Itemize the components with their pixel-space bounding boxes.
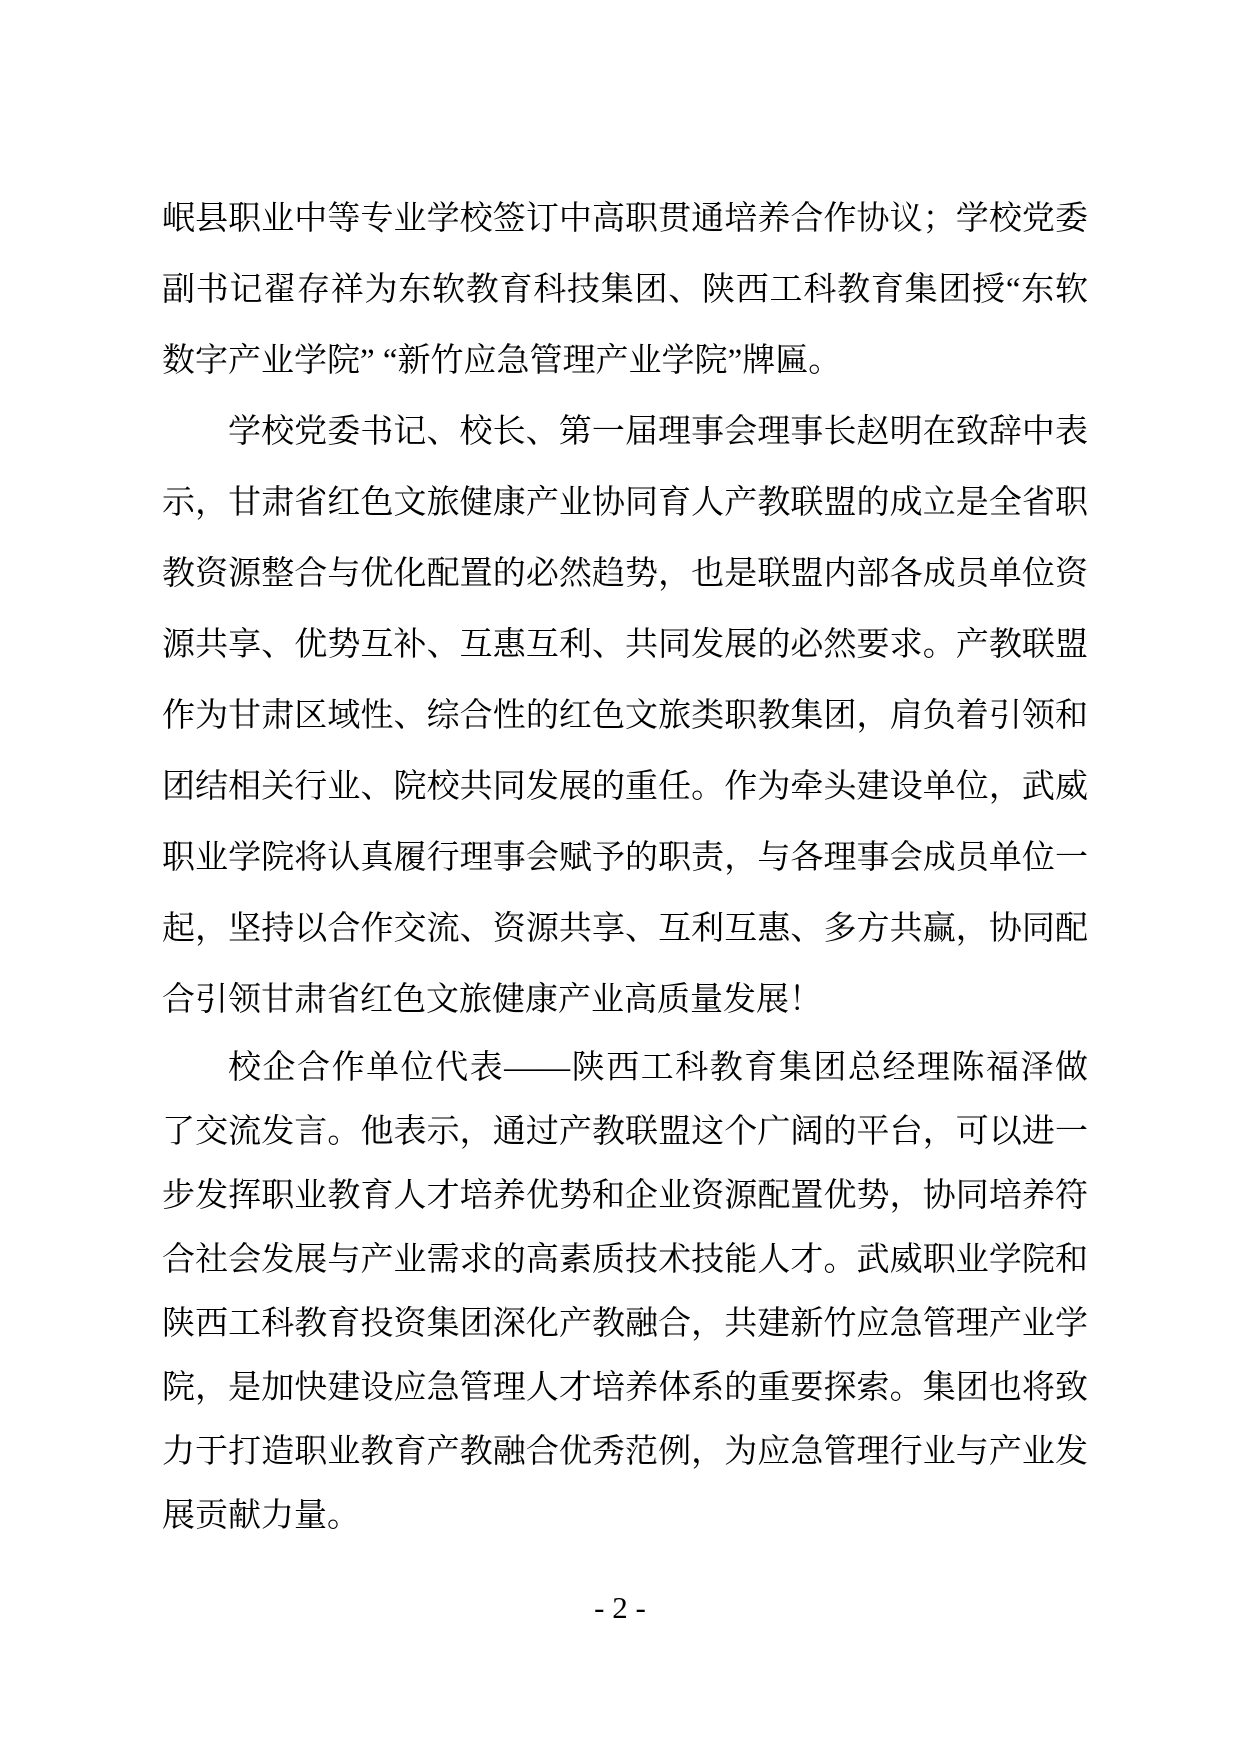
text-line: 源共享、优势互补、互惠互利、共同发展的必然要求。产教联盟: [162, 627, 1088, 663]
document-text: [162, 184, 1088, 1548]
text-line: 了交流发言。他表示，通过产教联盟这个广阔的平台，可以进一: [162, 1114, 1088, 1150]
paragraph-1: [162, 184, 1088, 397]
text-line: 团结相关行业、院校共同发展的重任。作为牵头建设单位，武威: [162, 769, 1088, 805]
text-line: 数字产业学院” “新竹应急管理产业学院”牌匾。: [162, 343, 842, 379]
text-line: 示，甘肃省红色文旅健康产业协同育人产教联盟的成立是全省职: [162, 485, 1088, 521]
text-line: 展贡献力量。: [162, 1498, 360, 1534]
text-line: 岷县职业中等专业学校签订中高职贯通培养合作协议；学校党委: [162, 201, 1088, 237]
text-line: 力于打造职业教育产教融合优秀范例，为应急管理行业与产业发: [162, 1434, 1088, 1470]
text-line: 步发挥职业教育人才培养优势和企业资源配置优势，协同培养符: [162, 1178, 1088, 1214]
text-line: 陕西工科教育投资集团深化产教融合，共建新竹应急管理产业学: [162, 1306, 1088, 1342]
text-line: 院，是加快建设应急管理人才培养体系的重要探索。集团也将致: [162, 1370, 1088, 1406]
paragraph-3: [162, 1036, 1088, 1548]
text-line: 校企合作单位代表——陕西工科教育集团总经理陈福泽做: [228, 1050, 1088, 1086]
paragraph-2: [162, 397, 1088, 1036]
text-line: 作为甘肃区域性、综合性的红色文旅类职教集团，肩负着引领和: [162, 698, 1088, 734]
text-line: 教资源整合与优化配置的必然趋势，也是联盟内部各成员单位资: [162, 556, 1088, 592]
text-line: 职业学院将认真履行理事会赋予的职责，与各理事会成员单位一: [162, 840, 1088, 876]
text-line: 起，坚持以合作交流、资源共享、互利互惠、多方共赢，协同配: [162, 911, 1088, 947]
text-line: 合社会发展与产业需求的高素质技术技能人才。武威职业学院和: [162, 1242, 1088, 1278]
text-line: 学校党委书记、校长、第一届理事会理事长赵明在致辞中表: [228, 414, 1088, 450]
text-line: 合引领甘肃省红色文旅健康产业高质量发展！: [162, 982, 822, 1018]
text-line: 副书记翟存祥为东软教育科技集团、陕西工科教育集团授“东软: [162, 272, 1088, 308]
page-number: - 2 -: [594, 1590, 646, 1625]
